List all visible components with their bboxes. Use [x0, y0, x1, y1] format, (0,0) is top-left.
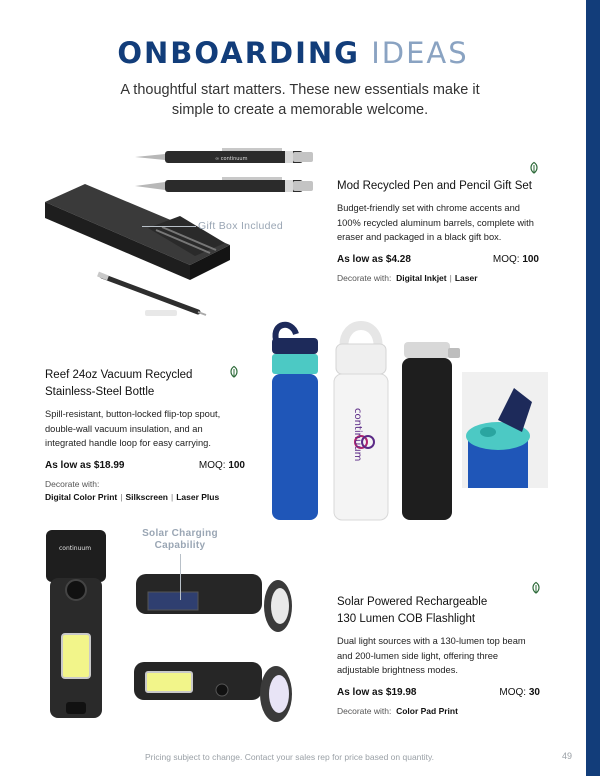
solar-callout-line1: Solar Charging [142, 528, 218, 539]
product-name-line1: Reef 24oz Vacuum Recycled [45, 369, 193, 381]
method: Digital Inkjet [396, 272, 447, 283]
solar-callout-line2: Capability [154, 540, 206, 551]
bottle-spout-closeup-image [462, 372, 548, 488]
decorate-label: Decorate with: [45, 478, 100, 489]
bottle-brand: continuum [352, 408, 363, 462]
moq: MOQ: 100 [198, 459, 245, 471]
method: Color Pad Print [396, 705, 458, 716]
method: Laser [454, 272, 478, 283]
product-name-line2: Stainless-Steel Bottle [45, 386, 155, 398]
price: As low as $18.99 [45, 459, 125, 471]
method: Laser Plus [176, 491, 220, 502]
pencil-image [135, 177, 313, 192]
white-bottle-image [334, 326, 388, 521]
black-bottle-image [402, 342, 460, 520]
product-name: Mod Recycled Pen and Pencil Gift Set [337, 180, 532, 192]
pen-gift-set-image [40, 140, 330, 320]
decoration-methods: Decorate with: Digital Inkjet | Laser [337, 272, 478, 283]
pen-image [135, 148, 313, 163]
gift-box-callout-line [142, 226, 196, 227]
footer-note: Pricing subject to change. Contact your sales rep for price based on quantity. [145, 752, 435, 762]
solar-callout [138, 528, 222, 552]
moq: MOQ: 100 [492, 253, 539, 265]
product-name-line2: 130 Lumen COB Flashlight [337, 613, 476, 625]
product-name [45, 367, 245, 401]
decorate-label: Decorate with: [337, 705, 392, 716]
decoration-methods [337, 705, 540, 718]
loose-pen-image [98, 274, 206, 316]
gift-box-image [45, 184, 230, 280]
cob-flashlight-image [134, 662, 292, 722]
gift-box-callout: Gift Box Included [198, 220, 284, 232]
flashlight-brand: continuum [59, 545, 92, 552]
blue-bottle-image [272, 325, 318, 520]
flashlights-image [40, 526, 300, 726]
intro-text: A thoughtful start matters. These new essentials make it simple to create a memorable welcome. [120, 82, 480, 118]
product-description: Budget-friendly set with chrome accents and 100% recycled aluminum barrels, complete with eraser and packaged in a black gift box. [337, 203, 534, 242]
bottles-image [262, 318, 550, 524]
navy-side-bar [586, 0, 600, 776]
price: As low as $19.98 [337, 686, 417, 698]
price-row [337, 254, 539, 268]
solar-flashlight-image [136, 574, 292, 632]
page-title [0, 36, 586, 70]
page-number: 49 [562, 751, 573, 761]
method: Digital Color Print [45, 491, 118, 502]
eco-leaf-icon [530, 582, 542, 594]
product-name [337, 594, 540, 628]
price: As low as $4.28 [337, 253, 411, 265]
product-description: Spill-resistant, button-locked flip-top spout, double-wall vacuum insulation, and an integrated handle loop for easy carrying. [45, 409, 221, 448]
product-flashlight [337, 594, 540, 718]
moq: MOQ: 30 [499, 686, 540, 698]
product-pen-set [337, 178, 539, 285]
price-row [45, 460, 245, 474]
price-row [337, 687, 540, 701]
method: Silkscreen [125, 491, 168, 502]
decorate-label: Decorate with: [337, 272, 392, 283]
product-description: Dual light sources with a 130-lumen top beam and 200-lumen side light, offering three adjustable brightness modes. [337, 636, 526, 675]
solar-callout-line [180, 554, 181, 600]
decoration-methods: Decorate with: Digital Color Print | Silkscreen | Laser Plus [45, 478, 245, 504]
page-title-bold: ONBOARDING [117, 36, 360, 70]
product-name-line1: Solar Powered Rechargeable [337, 596, 488, 608]
pen-brand-mark: ∞ continuum [215, 156, 248, 162]
page-title-light: IDEAS [371, 36, 469, 70]
upright-flashlight-image [46, 530, 106, 718]
eco-leaf-icon [528, 162, 540, 174]
product-bottle [45, 367, 245, 504]
